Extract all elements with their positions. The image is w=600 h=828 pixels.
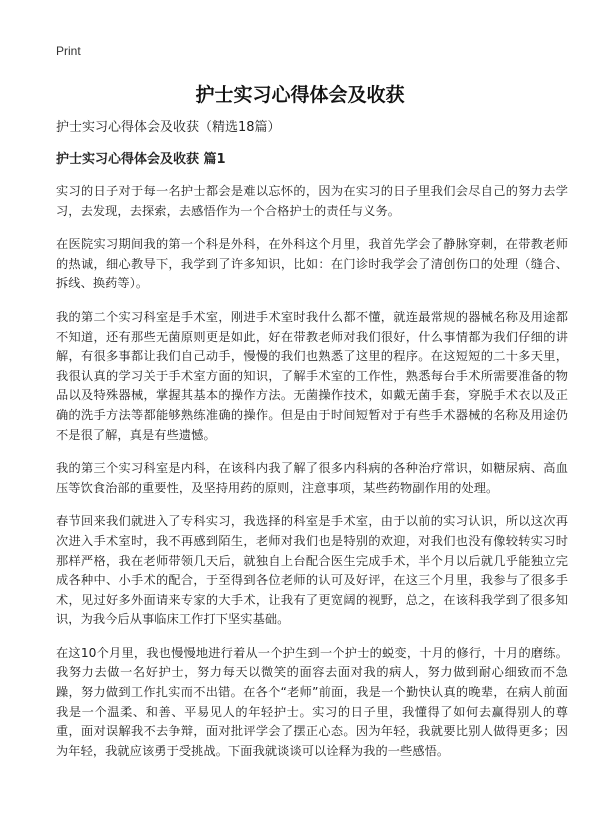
paragraph-5: 春节回来我们就进入了专科实习，我选择的科室是手术室，由于以前的实习认识，所以这次再次进入手术室时，我不再感到陌生，老师对我们也是特别的欢迎，对我们也没有像较转实习时那样严格，我在老师带领几天后，就独自上台配合医生完成手术，半个月以后就几乎能独立完成各种中、小手术的配合，于至得到各位老师的认可及好评，在这三个月里，我参与了很多手术，见过好多外面请来专家的大手术，让我有了更宽阔的视野，总之，在该科我学到了很多知识，为我今后从事临床工作打下坚实基础。	[56, 514, 568, 627]
paragraph-4: 我的第三个实习科室是内科，在该科内我了解了很多内科病的各种治疗常识，如糖尿病、高血压等饮食治部的重要性，及坚持用药的原则，注意事项，某些药物副作用的处理。	[56, 461, 568, 495]
paragraph-3: 我的第二个实习科室是手术室，刚进手术室时我什么都不懂，就连最常规的器械名称及用途都不知道，还有那些无菌原则更是如此，好在带教老师对我们很好，什么事情都为我们仔细的讲解，有很多事都让我们自己动手，慢慢的我们也熟悉了这里的程序。在这短短的二十多天里，我很认真的学习关于手术室方面的知识，了解手术室的工作性，熟悉每台手术所需要准备的物品以及特殊器械，掌握其基本的操作方法。无菌操作技术，如戴无菌手套，穿脱手术衣以及正确的洗手方法等都能够熟练准确的操作。但是由于时间短暂对于有些手术器械的名称及用途仍不是很了解，真是有些遗憾。	[56, 309, 568, 442]
paragraph-2: 在医院实习期间我的第一个科是外科，在外科这个月里，我首先学会了静脉穿刺，在带教老师的热诚，细心教导下，我学到了许多知识，比如：在门诊时我学会了清创伤口的处理（缝合、拆线、换药等）。	[56, 237, 568, 291]
paragraph-6: 在这10个月里，我也慢慢地进行着从一个护生到一个护士的蜕变，十月的修行，十月的磨练。我努力去做一名好护士，努力每天以微笑的面容去面对我的病人，努力做到耐心细致而不急躁，努力做到工作扎实而不出错。在各个“老师”前面，我是一个勤快认真的晚辈，在病人前面我是一个温柔、和善、平易见人的年轻护士。实习的日子里，我懂得了如何去赢得别人的尊重，面对误解我不去争辩，面对批评学会了摆正心态。因为年轻，我就要比别人做得更多；因为年轻，我就应该勇于受挑战。下面我就谈谈可以诠释为我的一些感悟。	[56, 645, 568, 758]
paragraph-1: 实习的日子对于每一名护士都会是难以忘怀的，因为在实习的日子里我们会尽自己的努力去学习，去发现，去探索，去感悟作为一个合格护士的责任与义务。	[56, 184, 568, 218]
document-subtitle: 护士实习心得体会及收获（精选18篇）	[56, 120, 281, 135]
document-body	[56, 118, 568, 775]
document-title: 护士实习心得体会及收获	[195, 84, 405, 106]
section-title: 护士实习心得体会及收获 篇1	[56, 152, 226, 167]
print-link[interactable]: Print	[56, 44, 81, 58]
